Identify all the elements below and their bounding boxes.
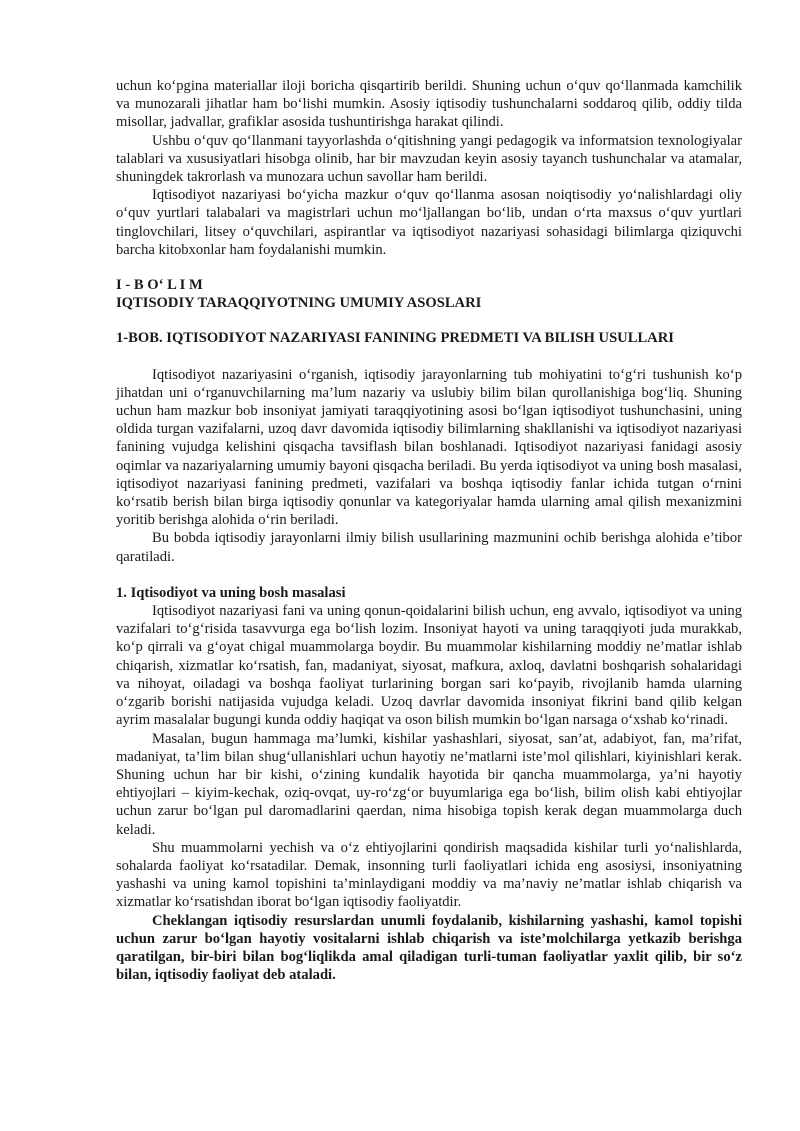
part-label: I - B O‘ L I M: [116, 277, 203, 294]
intro-paragraph: Ushbu o‘quv qo‘llanmani tayyorlashda o‘qitishning yangi pedagogik va informatsion texnologiyalar talablari va xususiyatlari hisobga olinib, har bir mavzudan keyin asosiy tayanch tushunchalar va atamalar, shuningdek takrorlash va munozara uchun savollar ham berildi.: [116, 132, 742, 186]
section-title: 1. Iqtisodiyot va uning bosh masalasi: [116, 584, 346, 601]
document-page: [116, 77, 742, 984]
section-paragraph: Shu muammolarni yechish va o‘z ehtiyojlarini qondirish maqsadida kishilar turli yo‘nalishlarda, sohalarda faoliyat ko‘rsatadilar. Demak, insonning turli faoliyatlari ichida eng asosiysi, insoniyatning yashashi va uning kamol topishini ta’minlaydigani moddiy va ma’naviy ne’matlar ishlab chiqarish va xizmatlar ko‘rsatishdan iborat bo‘lgan iqtisodiy faoliyatdir.: [116, 839, 742, 911]
section-paragraph: Iqtisodiyot nazariyasi fani va uning qonun-qoidalarini bilish uchun, eng avvalo, iqtisodiyot va uning vazifalari to‘g‘risida tasavvurga ega bo‘lish lozim. Insoniyat hayoti va uning taraqqiyoti juda murakkab, ko‘p qirrali va g‘oyat chigal muammolarga boydir. Bu muammolar kishilarning moddiy ne’matlar ishlab chiqarish, xizmatlar ko‘rsatish, fan, madaniyat, siyosat, mafkura, axloq, davlatni boshqarish sohalaridagi va nihoyat, oiladagi va boshqa faoliyat turlarining borgan sari ko‘payib, rivojlanib hamda ularning o‘zgarib borishi natijasida vujudga keladi. Uzoq davrlar davomida insoniyat fikrini band qilib kelgan ayrim masalalar bugungi kunda oddiy haqiqat va oson bilish mumkin bo‘lgan narsaga o‘xshab ko‘rinadi.: [116, 603, 742, 729]
part-title: IQTISODIY TARAQQIYOTNING UMUMIY ASOSLARI: [116, 295, 482, 312]
chapter-title: 1-BOB. IQTISODIYOT NAZARIYASI FANINING PREDMETI VA BILISH USULLARI: [116, 330, 674, 347]
intro-paragraph: Iqtisodiyot nazariyasi bo‘yicha mazkur o‘quv qo‘llanma asosan noiqtisodiy yo‘nalishlardagi oliy o‘quv yurtlari talabalari va magistrlari uchun mo‘ljallangan bo‘lib, undan o‘rta maxsus o‘quv yurtlari tinglovchilari, litsey o‘quvchilari, aspirantlar va iqtisodiyot nazariyasi sohasidagi bilimlarga qiziquvchi barcha kitobxonlar ham foydalanishi mumkin.: [116, 187, 742, 258]
chapter-paragraph: Iqtisodiyot nazariyasini o‘rganish, iqtisodiy jarayonlarning tub mohiyatini to‘g‘ri tushunish ko‘p jihatdan uni o‘rganuvchilarning ma’lum nazariy va uslubiy bilim bilan qurollanishiga bog‘liq. Shuning uchun ham mazkur bob insoniyat jamiyati taraqqiyotining asosi bo‘lgan iqtisodiyot tushunchasini, uning oldida turgan vazifalarni, uzoq davr davomida iqtisodiy bilimlarning shakllanishi va iqtisodiyot nazariyasi fanining vujudga kelishini qisqacha tavsiflash bilan boshlanadi. Iqtisodiyot nazariyasi fanidagi asosiy oqimlar va nazariyalarning umumiy bayoni qisqacha beriladi. Bu yerda iqtisodiyot va uning bosh masalasi, iqtisodiyot nazariyasi fanining predmeti, vazifalari va boshqa iqtisodiy fanlar ichida tutgan o‘rnini ko‘rsatib berish bilan birga iqtisodiy qonunlar va kategoriyalar hamda ularning amal qilish mexanizmini yoritib berishga alohida o‘rin beriladi.: [116, 366, 742, 529]
chapter-paragraph: Bu bobda iqtisodiy jarayonlarni ilmiy bilish usullarining mazmunini ochib berishga alohida e’tibor qaratiladi.: [116, 530, 742, 565]
definition-paragraph: Cheklangan iqtisodiy resurslardan unumli foydalanib, kishilarning yashashi, kamol topishi uchun zarur bo‘lgan hayotiy vositalarni ishlab chiqarish va iste’molchilarga yetkazib berishga qaratilgan, bir-biri bilan bog‘liqlikda amal qiladigan turli-tuman faoliyatlar yaxlit qilib, bir so‘z bilan, iqtisodiy faoliyat deb ataladi.: [116, 912, 742, 984]
section-paragraph: Masalan, bugun hammaga ma’lumki, kishilar yashashlari, siyosat, san’at, adabiyot, fan, ma’rifat, madaniyat, ta’lim bilan shug‘ullanishlari uchun hayotiy ne’matlarni iste’mol qilishlari, kiyinishlari kerak. Shuning uchun har bir kishi, o‘zining kundalik hayotida bir qancha muammolarga, ya’ni hayotiy ehtiyojlari – kiyim-kechak, oziq-ovqat, uy-ro‘zg‘or buyumlariga ega bo‘lish, bilim olish kabi ehtiyojlar uchun zarur bo‘lgan pul daromadlarini qaerdan, nima hisobiga topish kerak degan muammolarga duch keladi.: [116, 730, 742, 838]
intro-paragraph: uchun ko‘pgina materiallar iloji boricha qisqartirib berildi. Shuning uchun o‘quv qo‘llanmada kamchilik va munozarali jihatlar ham bo‘lishi mumkin. Asosiy iqtisodiy tushunchalarni soddaroq qilib, oddiy tilda misollar, jadvallar, grafiklar asosida tushuntirishga harakat qilindi.: [116, 78, 742, 131]
